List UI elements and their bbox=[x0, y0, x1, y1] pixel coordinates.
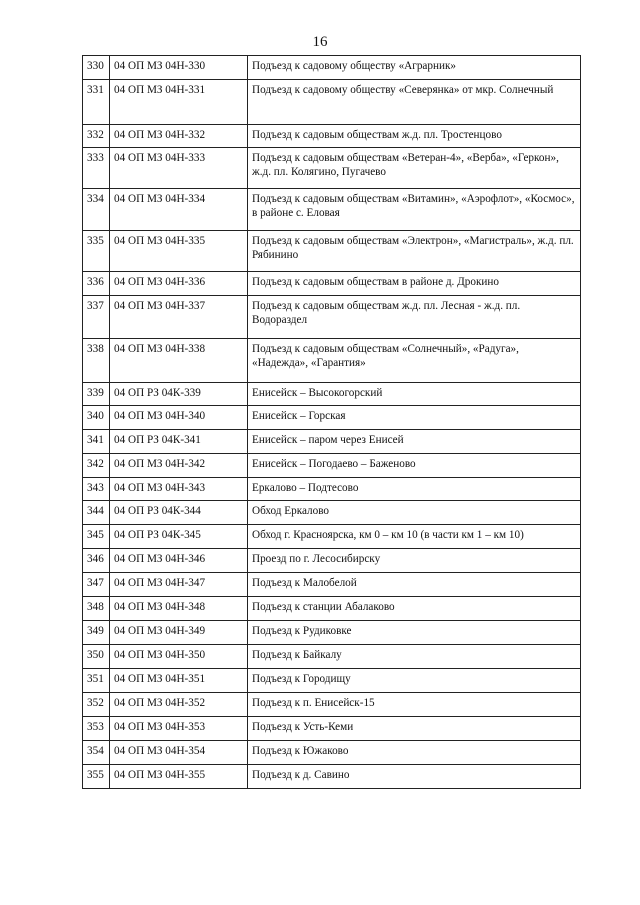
road-name-cell: Подъезд к Городищу bbox=[248, 669, 581, 693]
road-code-cell: 04 ОП РЗ 04К-345 bbox=[110, 525, 248, 549]
road-name-cell: Подъезд к садовому обществу «Аграрник» bbox=[248, 56, 581, 80]
row-number-cell: 341 bbox=[83, 430, 110, 454]
row-number-cell: 343 bbox=[83, 478, 110, 501]
road-code-cell: 04 ОП РЗ 04К-339 bbox=[110, 383, 248, 406]
road-code-cell: 04 ОП МЗ 04Н-351 bbox=[110, 669, 248, 693]
row-number-cell: 345 bbox=[83, 525, 110, 549]
row-number-cell: 336 bbox=[83, 272, 110, 296]
road-name-cell: Обход Еркалово bbox=[248, 501, 581, 525]
road-name-cell: Подъезд к Малобелой bbox=[248, 573, 581, 597]
roads-table bbox=[82, 55, 581, 789]
table-row bbox=[83, 80, 581, 125]
table-row bbox=[83, 478, 581, 501]
table-row bbox=[83, 189, 581, 231]
table-row bbox=[83, 501, 581, 525]
road-code-cell: 04 ОП МЗ 04Н-353 bbox=[110, 717, 248, 741]
row-number-cell: 342 bbox=[83, 454, 110, 478]
road-code-cell: 04 ОП МЗ 04Н-337 bbox=[110, 296, 248, 339]
road-code-cell: 04 ОП МЗ 04Н-354 bbox=[110, 741, 248, 765]
table-row bbox=[83, 125, 581, 148]
road-code-cell: 04 ОП РЗ 04К-341 bbox=[110, 430, 248, 454]
row-number-cell: 354 bbox=[83, 741, 110, 765]
row-number-cell: 351 bbox=[83, 669, 110, 693]
row-number-cell: 332 bbox=[83, 125, 110, 148]
road-code-cell: 04 ОП МЗ 04Н-355 bbox=[110, 765, 248, 789]
road-name-cell: Обход г. Красноярска, км 0 – км 10 (в части км 1 – км 10) bbox=[248, 525, 581, 549]
row-number-cell: 347 bbox=[83, 573, 110, 597]
table-row bbox=[83, 296, 581, 339]
table-row bbox=[83, 339, 581, 383]
road-code-cell: 04 ОП МЗ 04Н-342 bbox=[110, 454, 248, 478]
road-code-cell: 04 ОП МЗ 04Н-331 bbox=[110, 80, 248, 125]
row-number-cell: 352 bbox=[83, 693, 110, 717]
table-row bbox=[83, 621, 581, 645]
roads-table-body bbox=[83, 56, 581, 789]
road-name-cell: Подъезд к садовым обществам «Электрон», «Магистраль», ж.д. пл. Рябинино bbox=[248, 231, 581, 272]
table-row bbox=[83, 525, 581, 549]
road-code-cell: 04 ОП МЗ 04Н-352 bbox=[110, 693, 248, 717]
table-row bbox=[83, 272, 581, 296]
row-number-cell: 355 bbox=[83, 765, 110, 789]
road-code-cell: 04 ОП МЗ 04Н-348 bbox=[110, 597, 248, 621]
road-code-cell: 04 ОП МЗ 04Н-336 bbox=[110, 272, 248, 296]
road-name-cell: Енисейск – Высокогорский bbox=[248, 383, 581, 406]
road-code-cell: 04 ОП МЗ 04Н-343 bbox=[110, 478, 248, 501]
table-row bbox=[83, 573, 581, 597]
row-number-cell: 346 bbox=[83, 549, 110, 573]
row-number-cell: 340 bbox=[83, 406, 110, 430]
road-name-cell: Енисейск – Горская bbox=[248, 406, 581, 430]
row-number-cell: 331 bbox=[83, 80, 110, 125]
road-name-cell: Подъезд к Южаково bbox=[248, 741, 581, 765]
row-number-cell: 333 bbox=[83, 148, 110, 189]
row-number-cell: 350 bbox=[83, 645, 110, 669]
row-number-cell: 348 bbox=[83, 597, 110, 621]
table-row bbox=[83, 430, 581, 454]
row-number-cell: 335 bbox=[83, 231, 110, 272]
road-name-cell: Подъезд к Байкалу bbox=[248, 645, 581, 669]
row-number-cell: 349 bbox=[83, 621, 110, 645]
road-name-cell: Подъезд к д. Савино bbox=[248, 765, 581, 789]
row-number-cell: 344 bbox=[83, 501, 110, 525]
road-code-cell: 04 ОП МЗ 04Н-330 bbox=[110, 56, 248, 80]
table-row bbox=[83, 231, 581, 272]
road-name-cell: Проезд по г. Лесосибирску bbox=[248, 549, 581, 573]
row-number-cell: 353 bbox=[83, 717, 110, 741]
table-row bbox=[83, 56, 581, 80]
road-name-cell: Подъезд к садовым обществам «Солнечный», «Радуга», «Надежда», «Гарантия» bbox=[248, 339, 581, 383]
row-number-cell: 334 bbox=[83, 189, 110, 231]
table-row bbox=[83, 741, 581, 765]
road-name-cell: Подъезд к п. Енисейск-15 bbox=[248, 693, 581, 717]
road-name-cell: Подъезд к садовым обществам ж.д. пл. Тростенцово bbox=[248, 125, 581, 148]
road-name-cell: Еркалово – Подтесово bbox=[248, 478, 581, 501]
table-row bbox=[83, 406, 581, 430]
road-name-cell: Подъезд к Усть-Кеми bbox=[248, 717, 581, 741]
road-name-cell: Подъезд к станции Абалаково bbox=[248, 597, 581, 621]
road-code-cell: 04 ОП МЗ 04Н-332 bbox=[110, 125, 248, 148]
table-row bbox=[83, 597, 581, 621]
table-row bbox=[83, 549, 581, 573]
road-name-cell: Подъезд к садовому обществу «Северянка» от мкр. Солнечный bbox=[248, 80, 581, 125]
table-row bbox=[83, 148, 581, 189]
row-number-cell: 338 bbox=[83, 339, 110, 383]
road-code-cell: 04 ОП МЗ 04Н-334 bbox=[110, 189, 248, 231]
table-row bbox=[83, 717, 581, 741]
table-row bbox=[83, 669, 581, 693]
road-code-cell: 04 ОП МЗ 04Н-340 bbox=[110, 406, 248, 430]
road-code-cell: 04 ОП МЗ 04Н-338 bbox=[110, 339, 248, 383]
row-number-cell: 337 bbox=[83, 296, 110, 339]
row-number-cell: 330 bbox=[83, 56, 110, 80]
road-code-cell: 04 ОП МЗ 04Н-350 bbox=[110, 645, 248, 669]
road-name-cell: Подъезд к Рудиковке bbox=[248, 621, 581, 645]
road-code-cell: 04 ОП МЗ 04Н-349 bbox=[110, 621, 248, 645]
road-code-cell: 04 ОП МЗ 04Н-335 bbox=[110, 231, 248, 272]
road-name-cell: Подъезд к садовым обществам в районе д. Дрокино bbox=[248, 272, 581, 296]
table-row bbox=[83, 645, 581, 669]
road-name-cell: Подъезд к садовым обществам «Витамин», «Аэрофлот», «Космос», в районе с. Еловая bbox=[248, 189, 581, 231]
page-number: 16 bbox=[312, 34, 328, 50]
road-name-cell: Енисейск – паром через Енисей bbox=[248, 430, 581, 454]
road-code-cell: 04 ОП МЗ 04Н-346 bbox=[110, 549, 248, 573]
table-row bbox=[83, 765, 581, 789]
road-code-cell: 04 ОП МЗ 04Н-333 bbox=[110, 148, 248, 189]
table-row bbox=[83, 383, 581, 406]
road-name-cell: Подъезд к садовым обществам ж.д. пл. Лесная - ж.д. пл. Водораздел bbox=[248, 296, 581, 339]
road-name-cell: Подъезд к садовым обществам «Ветеран-4», «Верба», «Геркон», ж.д. пл. Колягино, Пугачево bbox=[248, 148, 581, 189]
road-code-cell: 04 ОП МЗ 04Н-347 bbox=[110, 573, 248, 597]
row-number-cell: 339 bbox=[83, 383, 110, 406]
road-code-cell: 04 ОП РЗ 04К-344 bbox=[110, 501, 248, 525]
road-name-cell: Енисейск – Погодаево – Баженово bbox=[248, 454, 581, 478]
table-row bbox=[83, 454, 581, 478]
table-row bbox=[83, 693, 581, 717]
